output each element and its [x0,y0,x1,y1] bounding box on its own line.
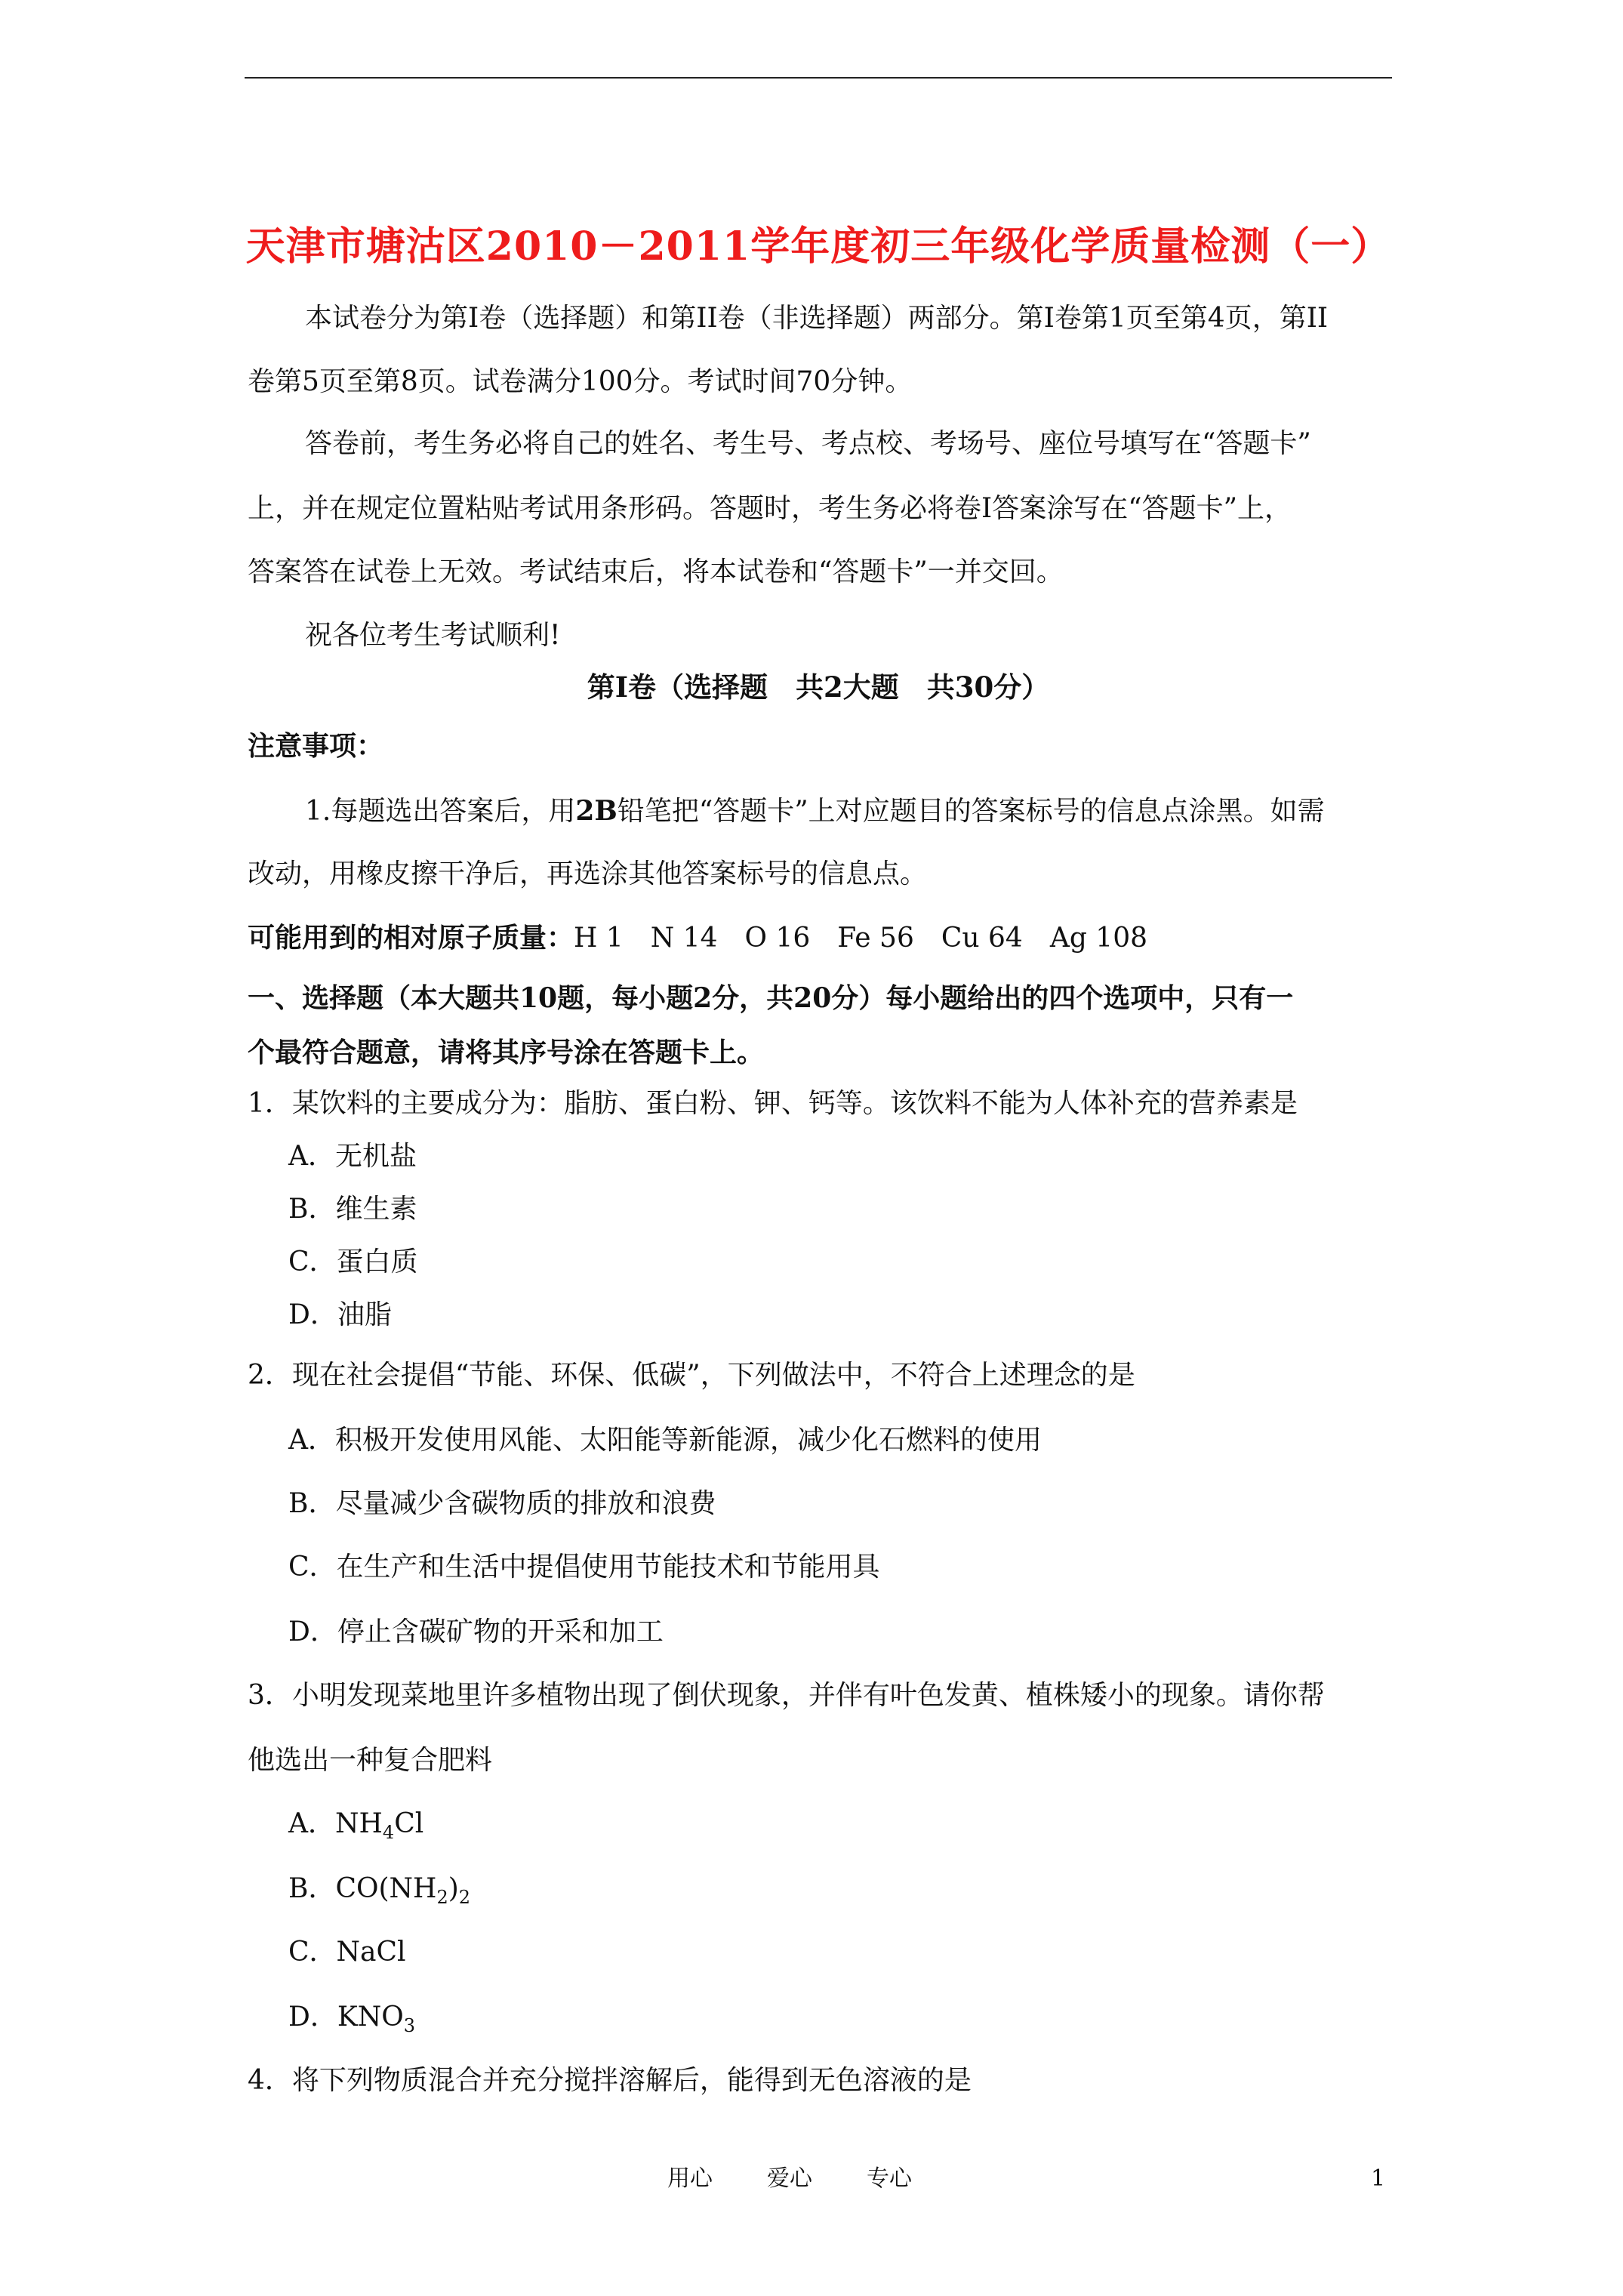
notice-pencil: 2B [575,795,617,827]
q3-stem-line-1: 3．小明发现菜地里许多植物出现了倒伏现象，并伴有叶色发黄、植株矮小的现象。请你帮 [248,1680,1325,1711]
q3-a-sub: 4 [382,1822,395,1843]
q3-a-prefix: A．NH [288,1808,383,1839]
q2-stem: 2．现在社会提倡“节能、环保、低碳”，下列做法中，不符合上述理念的是 [248,1360,1135,1391]
notice-text-a: 1.每题选出答案后，用 [305,796,576,827]
q3-option-a [288,1808,423,1849]
part-one-heading-1: 一、选择题（本大题共10题，每小题2分，共20分）每小题给出的四个选项中，只有一 [248,982,1294,1014]
q3-stem-line-2: 他选出一种复合肥料 [248,1745,493,1776]
q3-option-b [288,1872,470,1914]
notice-line-2: 改动，用橡皮擦干净后，再选涂其他答案标号的信息点。 [248,858,928,889]
notice-text-b: 铅笔把“答题卡”上对应题目的答案标号的信息点涂黑。如需 [617,796,1325,827]
atomic-mass-line [248,921,1147,955]
good-luck-line: 祝各位考生考试顺利! [305,620,561,651]
q1-option-c: C．蛋白质 [288,1247,418,1277]
atomic-mass-values: H 1 N 14 O 16 Fe 56 Cu 64 Ag 108 [574,923,1148,954]
intro-line-2: 卷第5页至第8页。试卷满分100分。考试时间70分钟。 [248,366,913,397]
q2-option-b: B．尽量减少含碳物质的排放和浪费 [288,1488,716,1519]
q4-stem: 4．将下列物质混合并充分搅拌溶解后，能得到无色溶液的是 [248,2065,972,2096]
page-number: 1 [1371,2165,1386,2192]
q3-b-mid: ) [448,1873,459,1904]
atomic-mass-label: 可能用到的相对原子质量： [248,922,574,954]
q3-b-prefix: B．CO(NH [288,1873,437,1904]
q3-b-sub2: 2 [458,1887,471,1908]
intro-line-1: 本试卷分为第I卷（选择题）和第II卷（非选择题）两部分。第I卷第1页至第4页，第II [305,303,1329,334]
q3-d-sub: 3 [403,2015,416,2036]
notice-label: 注意事项： [248,730,384,762]
footer-motto-3: 专心 [867,2165,912,2192]
header-rule [245,77,1392,79]
intro-line-4: 上，并在规定位置粘贴考试用条形码。答题时，考生务必将卷I答案涂写在“答题卡”上， [248,493,1292,524]
part-one-heading-2: 个最符合题意，请将其序号涂在答题卡上。 [248,1037,765,1068]
notice-line-1 [305,794,1325,828]
q2-option-c: C．在生产和生活中提倡使用节能技术和节能用具 [288,1552,880,1583]
q2-option-d: D．停止含碳矿物的开采和加工 [288,1616,664,1647]
q3-b-sub1: 2 [436,1887,448,1908]
q3-option-c: C．NaCl [288,1937,406,1968]
footer-motto-1: 用心 [667,2165,713,2192]
q2-option-a: A．积极开发使用风能、太阳能等新能源，减少化石燃料的使用 [288,1425,1042,1456]
q3-d-prefix: D．KNO [288,2002,404,2032]
q1-option-a: A．无机盐 [288,1141,417,1172]
intro-line-3: 答卷前，考生务必将自己的姓名、考生号、考点校、考场号、座位号填写在“答题卡” [305,428,1311,459]
footer-motto-2: 爱心 [767,2165,812,2192]
q3-option-d [288,2001,415,2042]
q1-option-b: B．维生素 [288,1194,417,1225]
q1-stem: 1．某饮料的主要成分为：脂肪、蛋白粉、钾、钙等。该饮料不能为人体补充的营养素是 [248,1088,1298,1119]
intro-line-5: 答案答在试卷上无效。考试结束后，将本试卷和“答题卡”一并交回。 [248,556,1064,587]
q1-option-d: D．油脂 [288,1299,392,1330]
section-heading: 第Ⅰ卷（选择题 共2大题 共30分） [587,670,1050,704]
document-title: 天津市塘沽区2010－2011学年度初三年级化学质量检测（一） [245,223,1391,270]
q3-a-suffix: Cl [394,1808,424,1839]
